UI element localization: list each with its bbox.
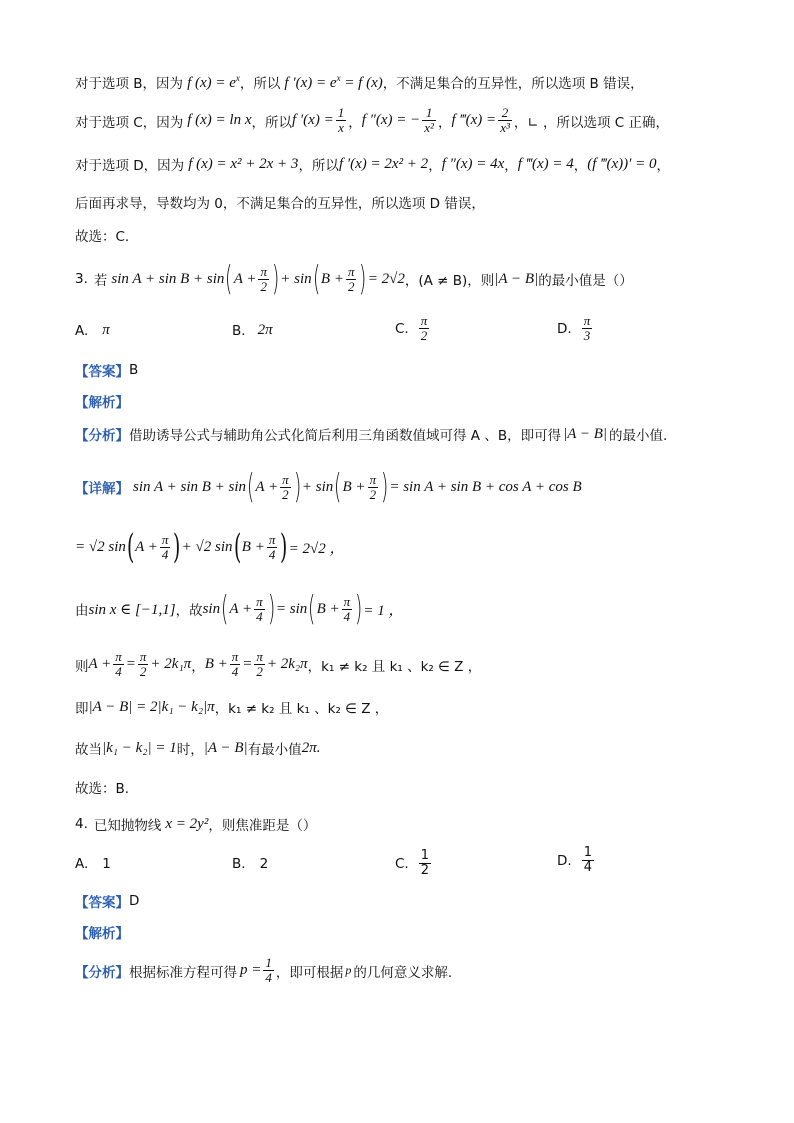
option-c: C. $\frac{\pi}{2}$ — [395, 313, 428, 343]
answer-q3: 【答案】 B — [75, 362, 139, 380]
option-a: A. 1 — [75, 856, 111, 872]
fraction: $\frac{1}{\text{x²}}$ — [424, 105, 434, 135]
option-c-explanation: 对于选项 C，因为 f (x) = ln x ，所以 f ′(x) = $\frac{1}{x}$ ， f ″(x) = − $\frac{1}{\text{x²}}$ ， f ‴(x) = $\frac{2}{\text{x³}}$ ，∟ ，所以选项 C 正确， — [75, 105, 669, 135]
option-d: D. $\frac{\pi}{3}$ — [557, 313, 591, 343]
option-c: C. $\frac{1}{2}$ — [395, 848, 429, 878]
answer-q4: 【答案】 D — [75, 893, 140, 911]
fraction: $\frac{\pi}{2}$ — [347, 263, 355, 294]
detail-line-2: = √2 sin ( A + $\frac{\pi}{4}$ ) + √2 sin ( B + $\frac{\pi}{4}$ ) = 2√2 ， — [75, 527, 345, 567]
text: 若 — [93, 273, 108, 289]
formula: sin A + sin B + sin — [111, 270, 225, 287]
formula: f (x) = ln x — [187, 112, 252, 128]
formula: f ‴(x) = 4 — [517, 155, 574, 172]
text: 的最小值是（） — [538, 273, 633, 289]
question-number: 3. — [75, 271, 88, 287]
option-d-conclusion: 后面再求导，导数均为 0，不满足集合的互异性，所以选项 D 错误， — [75, 196, 485, 212]
formula: f ″(x) = − — [361, 112, 421, 128]
detail-line-1: 【详解】 sin A + sin B + sin ( A + $\frac{\pi}{2}$ ) + sin ( B + $\frac{\pi}{2}$ ) = sin A + sin B + cos A + cos B — [75, 467, 582, 507]
text: 对于选项 D，因为 — [75, 158, 185, 174]
formula: f $'(x) = e^x = f$ (x) — [284, 72, 383, 91]
formula: f ′(x) = — [291, 112, 334, 128]
choice-q3: 故选：B. — [75, 781, 130, 797]
question-4: 4. 已知抛物线 x = 2y² ，则焦准距是（） — [75, 815, 317, 834]
analysis-tag-q3: 【解析】 — [75, 395, 129, 411]
detail-line-5: 即 |A − B| = 2|k₁ − k₂|π ，k₁ ≠ k₂ 且 k₁ 、k₂ ∈ Z ， — [75, 698, 389, 717]
option-b-explanation — [75, 72, 644, 92]
formula: f ‴(x) = — [451, 112, 497, 128]
formula: f ″(x) = 4x — [441, 155, 505, 172]
option-d-explanation: 对于选项 D，因为 f (x) = x² + 2x + 3 ，所以 f ′(x) = 2x² + 2 ， f ″(x) = 4x ， f ‴(x) = 4 ， (f ‴(x))′ = 0 ， — [75, 155, 671, 174]
fenxi-q4: 【分析】 根据标准方程可得 p = $\frac{1}{4}$ ，即可根据 p 的几何意义求解. — [75, 955, 453, 985]
detail-line-3: 由 sin x ∈ [−1,1] ，故 sin ( A + $\frac{\pi}{4}$ ) = sin ( B + $\frac{\pi}{4}$ ) = 1 ， — [75, 589, 404, 629]
question-number: 4. — [75, 816, 88, 832]
formula: f ′(x) = 2x² + 2 — [338, 155, 429, 172]
detail-line-4: 则 A + $\frac{\pi}{4}$ = $\frac{\pi}{2}$ + 2k₁π ， B + $\frac{\pi}{4}$ = $\frac{\pi}{2}$ + 2k₂π ，k₁ ≠ k₂ 且 k₁ 、k₂ ∈ Z ， — [75, 649, 482, 679]
fraction: $\frac{\pi}{2}$ — [260, 263, 267, 294]
option-a: A. π — [75, 322, 110, 339]
text: ，所以 — [239, 76, 281, 92]
option-b: B. 2 — [232, 856, 269, 872]
formula: f $(x) = e^x$ — [187, 72, 240, 91]
question-3: 3. 若 sin A + sin B + sin ( A + $\frac{\pi}{2}$ ) + sin ( B + $\frac{\pi}{2}$ ) = 2√2 ，(A ≠ B)，则 |A − B| 的最小值是（） — [75, 259, 633, 299]
option-b: B. 2π — [232, 322, 273, 339]
text: ，(A ≠ B)，则 — [404, 273, 495, 289]
fraction: $\frac{2}{\text{x³}}$ — [500, 105, 510, 135]
detail-line-6: 故当 |k₁ − k₂| = 1 时， |A − B| 有最小值 2π. — [75, 739, 321, 758]
option-d: D. $\frac{1}{4}$ — [557, 845, 592, 875]
text: ，不满足集合的互异性，所以选项 B 错误， — [382, 76, 644, 92]
formula: f (x) = x² + 2x + 3 — [188, 155, 299, 172]
fraction: $\frac{1}{x}$ — [337, 105, 345, 135]
choice-q2: 故选：C. — [75, 229, 130, 245]
text: 对于选项 B，因为 — [75, 76, 184, 92]
analysis-tag-q4: 【解析】 — [75, 926, 129, 942]
text: ，所以 — [251, 114, 292, 131]
text: 对于选项 C，因为 — [75, 114, 184, 131]
formula: (f ‴(x))′ = 0 — [587, 155, 657, 172]
text: ，所以 — [298, 158, 339, 174]
text: ，∟ ，所以选项 C 正确， — [513, 114, 669, 131]
formula: |A − B| — [494, 270, 539, 287]
fenxi-q3: 【分析】 借助诱导公式与辅助角公式化简后利用三角函数值域可得 A 、B，即可得 |A − B| 的最小值. — [75, 425, 668, 444]
